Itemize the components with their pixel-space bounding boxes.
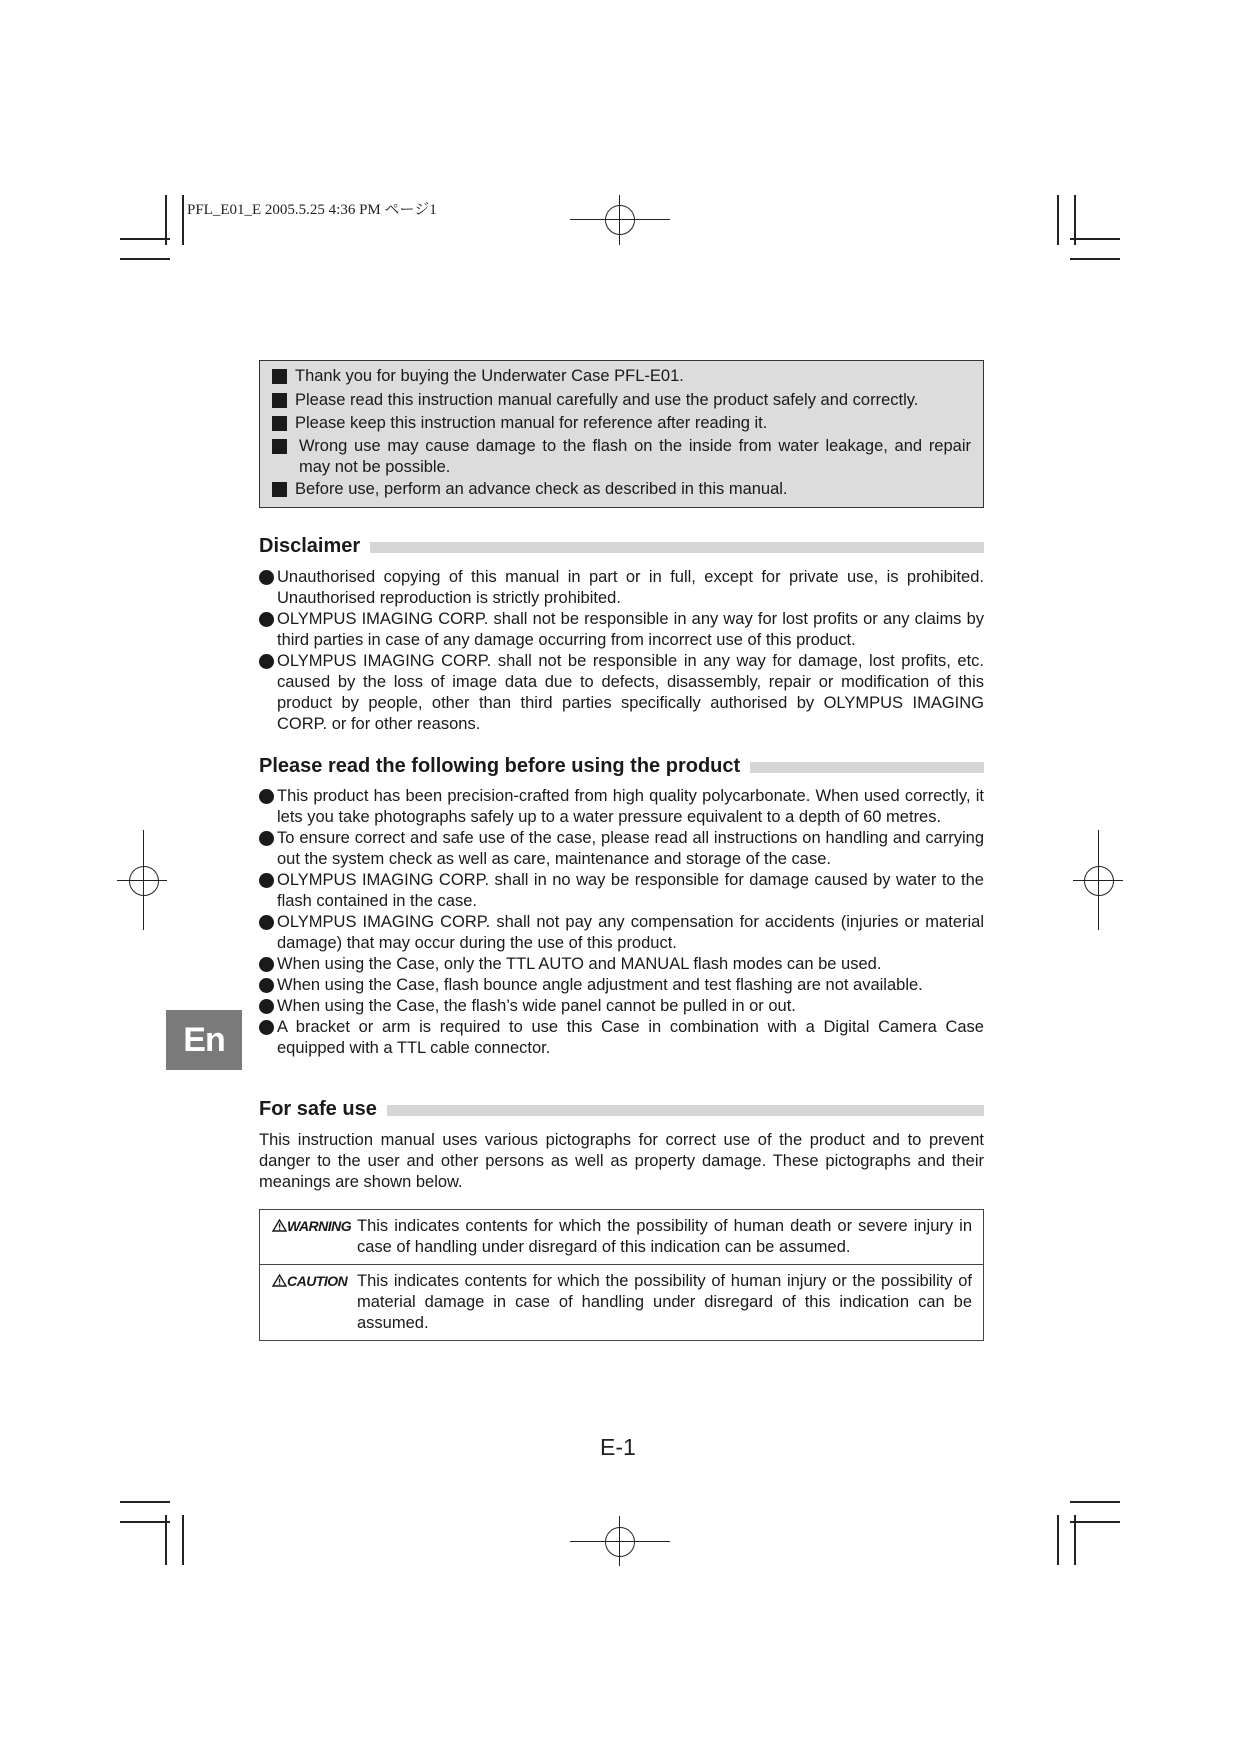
round-bullet-icon <box>259 789 274 804</box>
square-bullet-icon <box>272 439 287 454</box>
list-item: OLYMPUS IMAGING CORP. shall not be responsible in any way for damage, lost profits, etc. caused by the loss of image data due to defects, disassembly, repair or modification of this product by people, other than third parties specifically authorised by OLYMPUS IMAGING CORP. or for other reasons. <box>259 651 984 735</box>
round-bullet-icon <box>259 612 274 627</box>
list-item: OLYMPUS IMAGING CORP. shall in no way be responsible for damage caused by water to the flash contained in the case. <box>259 870 984 912</box>
round-bullet-icon <box>259 873 274 888</box>
round-bullet-icon <box>259 915 274 930</box>
disclaimer-list <box>259 567 984 735</box>
caution-description: This indicates contents for which the possibility of human injury or the possibility of material damage in case of handling under disregard of this indication can be assumed. <box>357 1272 972 1332</box>
list-item: Unauthorised copying of this manual in part or in full, except for private use, is prohibited. Unauthorised reproduction is strictly prohibited. <box>259 567 984 609</box>
pictograph-table <box>259 1209 984 1341</box>
warning-label: WARNING <box>272 1216 357 1258</box>
list-item: OLYMPUS IMAGING CORP. shall not pay any compensation for accidents (injuries or material damage) that may occur during the use of this product. <box>259 912 984 954</box>
heading-rule <box>750 762 984 773</box>
square-bullet-icon <box>272 416 287 431</box>
warning-description: This indicates contents for which the possibility of human death or severe injury in case of handling under disregard of this indication can be assumed. <box>357 1217 972 1256</box>
list-item: A bracket or arm is required to use this Case in combination with a Digital Camera Case equipped with a TTL cable connector. <box>259 1017 984 1059</box>
round-bullet-icon <box>259 831 274 846</box>
safe-use-intro: This instruction manual uses various pictographs for correct use of the product and to prevent danger to the user and other persons as well as property damage. These pictographs and their meanings are shown below. <box>259 1131 984 1191</box>
list-item: When using the Case, the flash’s wide panel cannot be pulled in or out. <box>259 996 984 1017</box>
intro-item: Please read this instruction manual carefully and use the product safely and correctly. <box>272 389 971 413</box>
safe-use-heading: For safe use <box>259 1096 984 1122</box>
disclaimer-heading: Disclaimer <box>259 533 984 559</box>
list-item: When using the Case, only the TTL AUTO and MANUAL flash modes can be used. <box>259 954 984 975</box>
print-job-header: PFL_E01_E 2005.5.25 4:36 PM ページ1 <box>187 202 437 218</box>
before-use-heading: Please read the following before using the product <box>259 753 984 779</box>
round-bullet-icon <box>259 978 274 993</box>
round-bullet-icon <box>259 654 274 669</box>
list-item: To ensure correct and safe use of the case, please read all instructions on handling and carrying out the system check as well as care, maintenance and storage of the case. <box>259 828 984 870</box>
page-number: E-1 <box>600 1434 636 1460</box>
round-bullet-icon <box>259 999 274 1014</box>
intro-item: Wrong use may cause damage to the flash on the inside from water leakage, and repair may not be possible. <box>272 436 971 478</box>
round-bullet-icon <box>259 957 274 972</box>
table-row <box>260 1210 983 1264</box>
intro-item: Thank you for buying the Underwater Case PFL-E01. <box>272 365 971 389</box>
before-use-list <box>259 786 984 1059</box>
round-bullet-icon <box>259 570 274 585</box>
caution-label: CAUTION <box>272 1271 357 1334</box>
warning-triangle-icon <box>272 1219 287 1232</box>
language-tab: En <box>166 1010 242 1070</box>
heading-rule <box>370 542 984 553</box>
square-bullet-icon <box>272 393 287 408</box>
intro-item: Before use, perform an advance check as described in this manual. <box>272 478 971 502</box>
list-item: OLYMPUS IMAGING CORP. shall not be responsible in any way for lost profits or any claims by third parties in case of any damage occurring from incorrect use of this product. <box>259 609 984 651</box>
caution-triangle-icon <box>272 1274 287 1287</box>
intro-item: Please keep this instruction manual for reference after reading it. <box>272 412 971 436</box>
table-row <box>260 1264 983 1340</box>
square-bullet-icon <box>272 369 287 384</box>
list-item: When using the Case, flash bounce angle adjustment and test flashing are not available. <box>259 975 984 996</box>
intro-notice-box <box>259 360 984 508</box>
round-bullet-icon <box>259 1020 274 1035</box>
square-bullet-icon <box>272 482 287 497</box>
heading-rule <box>387 1105 984 1116</box>
list-item: This product has been precision-crafted from high quality polycarbonate. When used correctly, it lets you take photographs safely up to a water pressure equivalent to a depth of 60 metres. <box>259 786 984 828</box>
